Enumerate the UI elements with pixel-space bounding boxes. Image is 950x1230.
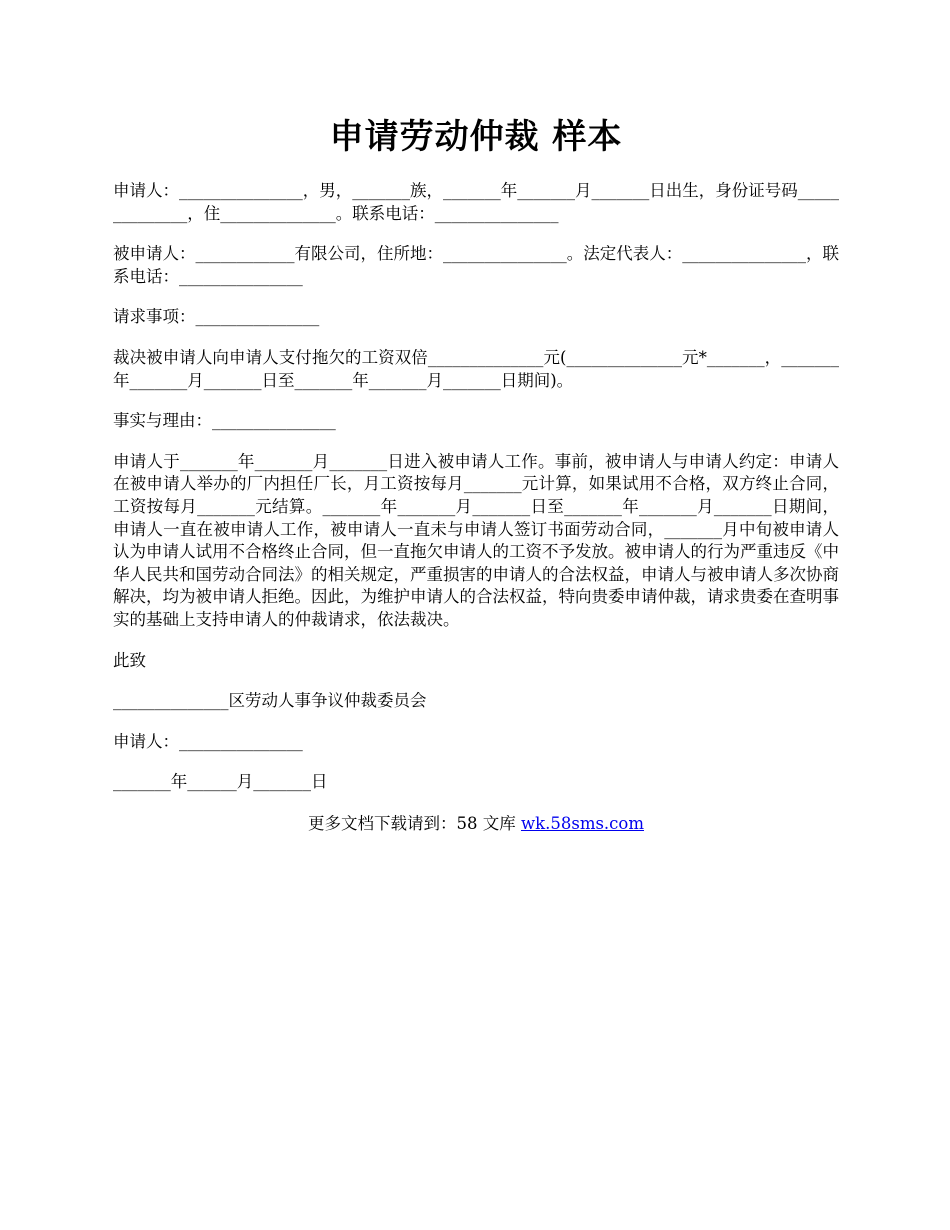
respondent-info-paragraph: 被申请人：____________有限公司，住所地：_______________。法定代表人：_______________，联系电话：_______________: [113, 244, 839, 286]
footer: [113, 812, 839, 836]
facts-body-paragraph: 申请人于_______年_______月_______日进入被申请人工作。事前，被申请人与申请人约定：申请人在被申请人举办的厂内担任厂长，月工资按每月_______元计算，如果试用不合格，双方终止合同，工资按每月_______元结算。_______年_______月_______日至_______年_______月_______日期间，申请人一直在被申请人工作，被申请人一直未与申请人签订书面劳动合同，_______月中旬被申请人认为申请人试用不合格终止合同，但一直拖欠申请人的工资不予发放。被申请人的行为严重违反《中华人民共和国劳动合同法》的相关规定，严重损害的申请人的合法权益，申请人与被申请人多次协商解决，均为被申请人拒绝。因此，为维护申请人的合法权益，特向贵委申请仲裁，请求贵委在查明事实的基础上支持申请人的仲裁请求，依法裁决。: [113, 451, 839, 629]
applicant-info-paragraph: 申请人：_______________，男，_______族，_______年_______月_______日出生，身份证号码______________，住______________。联系电话：_______________: [113, 181, 839, 223]
document-page: [113, 112, 839, 836]
footer-link[interactable]: wk.58sms.com: [520, 813, 644, 833]
claim-heading: 请求事项：_______________: [113, 307, 320, 327]
date-line: _______年______月_______日: [113, 772, 328, 792]
document-title: 申请劳动仲裁 样本: [329, 117, 623, 157]
award-request-paragraph: 裁决被申请人向申请人支付拖欠的工资双倍______________元(______________元*_______，_______年_______月_______日至_______年_______月_______日期间)。: [113, 347, 839, 390]
recipient-line: ______________区劳动人事争议仲裁委员会: [113, 691, 427, 711]
footer-prefix: 更多文档下载请到：58 文库: [307, 813, 521, 833]
signature-line: 申请人：_______________: [113, 731, 303, 751]
salutation: 此致: [113, 650, 146, 670]
facts-heading: 事实与理由：_______________: [113, 411, 336, 431]
